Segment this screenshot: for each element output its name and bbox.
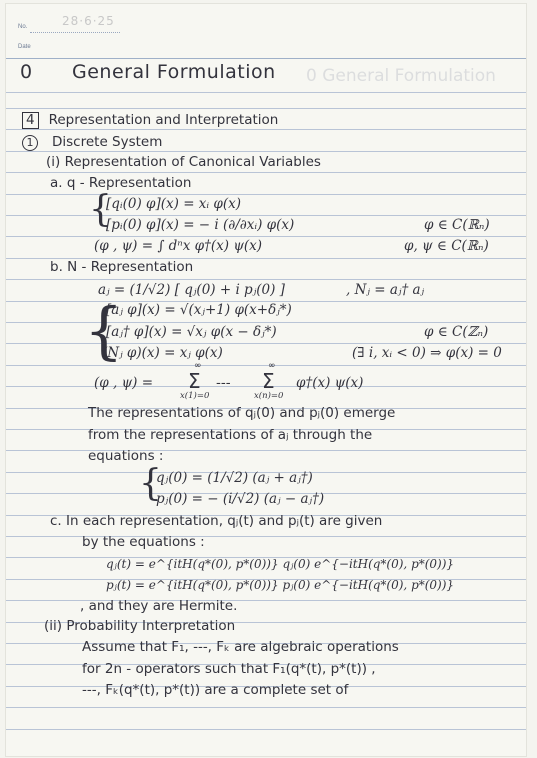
ruled-line — [6, 450, 526, 451]
c-text-1: c. In each representation, qⱼ(t) and pⱼ(t) are given — [50, 513, 383, 529]
subsection-title: Discrete System — [52, 134, 163, 150]
eq-b0-number-op: , Nⱼ = aⱼ† aⱼ — [346, 282, 425, 298]
heading-title: Representation and Interpretation — [48, 112, 279, 128]
part-ii-text-3: ---, Fₖ(q*(t), p*(t)) are a complete set of — [82, 682, 349, 698]
eq-b3: (Nⱼ φ)(x) = xⱼ φ(x) — [102, 345, 223, 361]
section-title: General Formulation — [72, 61, 276, 83]
subsection — [22, 134, 162, 151]
ruled-line — [6, 172, 526, 173]
eq-b1: [aⱼ φ](x) = √(xⱼ+1) φ(x+δⱼ*) — [106, 302, 292, 318]
brace-a: { — [89, 189, 112, 230]
part-i-a-label: a. q - Representation — [50, 175, 192, 191]
part-ii-text-1: Assume that F₁, ---, Fₖ are algebraic operations — [82, 639, 399, 655]
eq-c1: qⱼ(t) = e^{itH(q*(0), p*(0))} qⱼ(0) e^{−itH(q*(0), p*(0))} — [106, 557, 455, 571]
date-label: Date — [18, 44, 31, 50]
no-field-line — [30, 32, 120, 33]
part-i-b-label: b. N - Representation — [50, 259, 194, 275]
part-ii-label: (ii) Probability Interpretation — [44, 618, 236, 634]
eq-b4-lower-limit-2: x(n)=0 — [254, 391, 284, 401]
eq-a2: [pᵢ(0) φ](x) = − i (∂/∂xᵢ) φ(x) — [106, 217, 295, 233]
header-rule — [6, 58, 526, 59]
section-number: 0 — [20, 61, 33, 83]
part-ii-text-2: for 2n - operators such that F₁(q*(t), p*(t)) , — [82, 661, 376, 677]
b-text-3: equations : — [88, 448, 164, 464]
c-text-2: by the equations : — [82, 534, 205, 550]
eq-b4-right: φ†(x) ψ(x) — [296, 375, 364, 391]
eq-b4-upper-limit-2: ∞ — [268, 361, 276, 371]
eq-b2: [aⱼ† φ](x) = √xⱼ φ(x − δⱼ*) — [106, 324, 277, 340]
brace-b2: { — [139, 463, 162, 504]
eq-b4-upper-limit-1: ∞ — [194, 361, 202, 371]
ruled-line — [6, 129, 526, 130]
eq-b4-sum-1: Σ — [188, 369, 201, 393]
eq-a3: (φ , ψ) = ∫ dⁿx φ†(x) ψ(x) — [94, 238, 263, 254]
date-stamp: 28·6·25 — [62, 14, 115, 28]
part-i-label: (i) Representation of Canonical Variables — [46, 154, 321, 170]
eq-b4-lower-limit-1: x(1)=0 — [180, 391, 210, 401]
eq-b2-condition: φ ∈ C(ℤₙ) — [424, 324, 489, 340]
ruled-line — [6, 279, 526, 280]
ruled-line — [6, 215, 526, 216]
ruled-line — [6, 194, 526, 195]
b-text-1: The representations of qⱼ(0) and pⱼ(0) emerge — [88, 405, 396, 421]
eq-b4-dots: --- — [216, 375, 231, 391]
eq-b4-left: (φ , ψ) = — [94, 375, 154, 391]
eq-b4-sum-2: Σ — [262, 369, 275, 393]
eq-b6: pⱼ(0) = − (i/√2) (aⱼ − aⱼ†) — [156, 491, 325, 507]
subsection-marker: 1 — [22, 135, 38, 151]
eq-b3-condition: (∃ i, xᵢ < 0) ⇒ φ(x) = 0 — [352, 345, 502, 361]
eq-a1: [qᵢ(0) φ](x) = xᵢ φ(x) — [106, 196, 242, 212]
ruled-line — [6, 707, 526, 708]
b-text-2: from the representations of aⱼ through the — [88, 427, 373, 443]
brace-b: { — [84, 294, 124, 367]
bleed-through-text: 0 General Formulation — [306, 66, 496, 86]
heading-box-number: 4 — [22, 112, 39, 129]
ruled-line — [6, 729, 526, 730]
eq-a2-condition: φ ∈ C(ℝₙ) — [424, 217, 490, 233]
heading — [22, 112, 278, 129]
no-label: No. — [18, 24, 28, 30]
notebook-page — [6, 4, 526, 756]
eq-b5: qⱼ(0) = (1/√2) (aⱼ + aⱼ†) — [156, 470, 313, 486]
eq-c2: pⱼ(t) = e^{itH(q*(0), p*(0))} pⱼ(0) e^{−itH(q*(0), p*(0))} — [106, 578, 455, 592]
eq-a3-condition: φ, ψ ∈ C(ℝₙ) — [404, 238, 489, 254]
top-rule — [6, 92, 526, 93]
ruled-line — [6, 108, 526, 109]
eq-b0: aⱼ = (1/√2) [ qⱼ(0) + i pⱼ(0) ] — [98, 282, 285, 298]
c-text-3: , and they are Hermite. — [80, 598, 238, 614]
